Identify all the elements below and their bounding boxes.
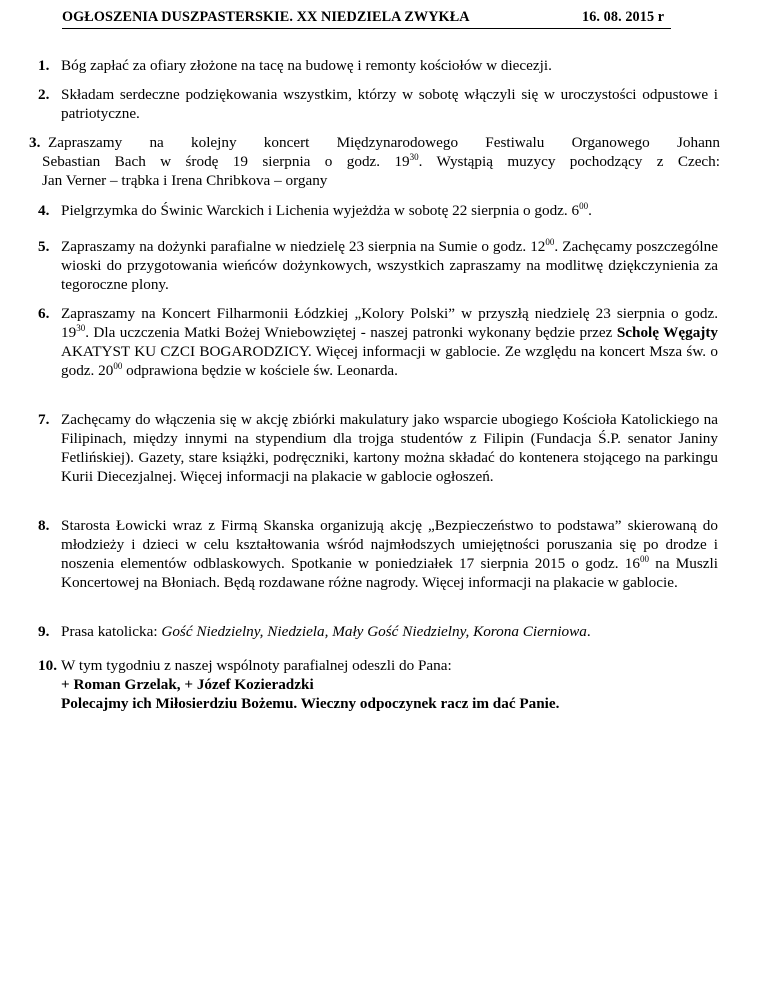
- header-underline: [62, 28, 671, 29]
- announcement-9: [38, 622, 718, 641]
- item-number: 1.: [38, 57, 50, 74]
- superscript: 00: [579, 201, 589, 211]
- superscript: 30: [409, 152, 419, 162]
- prayer-line: Polecajmy ich Miłosierdziu Bożemu. Wieczny odpoczynek racz im dać Panie.: [61, 695, 560, 712]
- announcement-7: [38, 410, 718, 486]
- choir-name: Scholę Węgajty: [616, 324, 718, 341]
- item-text: [61, 201, 718, 220]
- text-part: Zapraszamy na Koncert Filharmonii Łódzkiej „Kolory Polski” w przyszłą niedzielę 23 sierpnia o godz. 19: [61, 305, 718, 341]
- text-part: Zapraszamy na dożynki parafialne w niedzielę 23 sierpnia na Sumie o godz. 12: [61, 238, 546, 255]
- text-part: .: [586, 623, 591, 640]
- announcement-5: [38, 237, 718, 294]
- item-number: 6.: [38, 305, 50, 322]
- item-text-line-2: [42, 152, 720, 171]
- item-text: [61, 516, 718, 592]
- item-text: Zachęcamy do włączenia się w akcję zbiórki makulatury jako wsparcie ubogiego Kościoła Katolickiego na Filipinach, między innymi na stypendium dla trojga studentów z Filipin (Fundacja Ś.P. senator Janiny Fetlińskiej). Gazety, stare książki, podręczniki, kartony można składać do kontenera stojącego na parkingu Kurii Diecezjalnej. Więcej informacji na plakacie w gablocie ogłoszeń.: [61, 411, 718, 485]
- item-number: 7.: [38, 411, 50, 428]
- page-title: OGŁOSZENIA DUSZPASTERSKIE. XX NIEDZIELA ZWYKŁA: [62, 9, 470, 25]
- item-text-line-1: W tym tygodniu z naszej wspólnoty parafialnej odeszli do Pana:: [61, 657, 452, 674]
- item-number: 2.: [38, 86, 50, 103]
- text-part: Starosta Łowicki wraz z Firmą Skanska organizują akcję „Bezpieczeństwo to podstawa” skierowaną do młodzieży i dzieci w celu kształtowania wśród najmłodszych umiejętności poruszania się po drodze i noszenia elementów odblaskowych. Spotkanie w poniedziałek 17 sierpnia 2015 o godz. 16: [61, 517, 718, 572]
- announcement-8: [38, 516, 718, 592]
- superscript: 00: [113, 361, 123, 371]
- text-part: na Muszli Koncertowej na Błoniach. Będą rozdawane różne nagrody. Więcej informacji na plakacie w gablocie.: [61, 555, 718, 591]
- text-part: Prasa katolicka:: [61, 623, 162, 640]
- text-part: .: [588, 202, 592, 219]
- item-number: 9.: [38, 623, 50, 640]
- announcement-2: [38, 85, 718, 123]
- page-header: [62, 8, 682, 30]
- press-titles: Gość Niedzielny, Niedziela, Mały Gość Niedzielny, Korona Cierniowa: [161, 623, 587, 640]
- text-part: . Dla uczczenia Matki Bożej Wniebowziętej - naszej patronki wykonany będzie przez: [85, 324, 617, 341]
- text-part: Sebastian Bach w środę 19 sierpnia o godz. 19: [42, 153, 410, 170]
- item-text-line-1: Zapraszamy na kolejny koncert Międzynarodowego Festiwalu Organowego Johann: [48, 134, 720, 151]
- announcement-3: [29, 133, 720, 190]
- item-text: [61, 237, 718, 294]
- item-text: [61, 304, 718, 380]
- text-part: . Zachęcamy poszczególne wioski do przygotowania wieńców dożynkowych, wszystkich zapraszamy na modlitwę dziękczynienia za tegoroczne plony.: [61, 238, 718, 293]
- superscript: 00: [545, 237, 555, 247]
- item-text: Bóg zapłać za ofiary złożone na tacę na budowę i remonty kościołów w diecezji.: [61, 57, 552, 74]
- text-part: odprawiona będzie w kościele św. Leonarda.: [122, 362, 398, 379]
- announcement-6: [38, 304, 718, 380]
- text-part: AKATYST KU CZCI BOGARODZICY. Więcej informacji w gablocie. Ze względu na koncert Msza św. o godz. 20: [61, 343, 718, 379]
- superscript: 00: [639, 554, 649, 564]
- item-text-line-3: Jan Verner – trąbka i Irena Chribkova – organy: [42, 172, 328, 189]
- text-part: . Wystąpią muzycy pochodzący z Czech:: [418, 153, 720, 170]
- header-date: 16. 08. 2015 r: [582, 9, 665, 25]
- superscript: 30: [76, 323, 86, 333]
- item-text: [61, 622, 718, 641]
- announcement-10: [38, 656, 728, 713]
- announcement-4: [38, 201, 718, 220]
- announcement-1: [38, 56, 718, 75]
- deceased-names: + Roman Grzelak, + Józef Kozieradzki: [61, 676, 314, 693]
- text-part: Pielgrzymka do Świnic Warckich i Lichenia wyjeżdża w sobotę 22 sierpnia o godz. 6: [61, 202, 580, 219]
- item-number: 5.: [38, 238, 50, 255]
- item-number: 3.: [29, 134, 41, 151]
- item-number: 10.: [38, 657, 57, 674]
- item-number: 8.: [38, 517, 50, 534]
- item-text: Składam serdeczne podziękowania wszystkim, którzy w sobotę włączyli się w uroczystości odpustowe i patriotyczne.: [61, 86, 718, 122]
- item-number: 4.: [38, 202, 50, 219]
